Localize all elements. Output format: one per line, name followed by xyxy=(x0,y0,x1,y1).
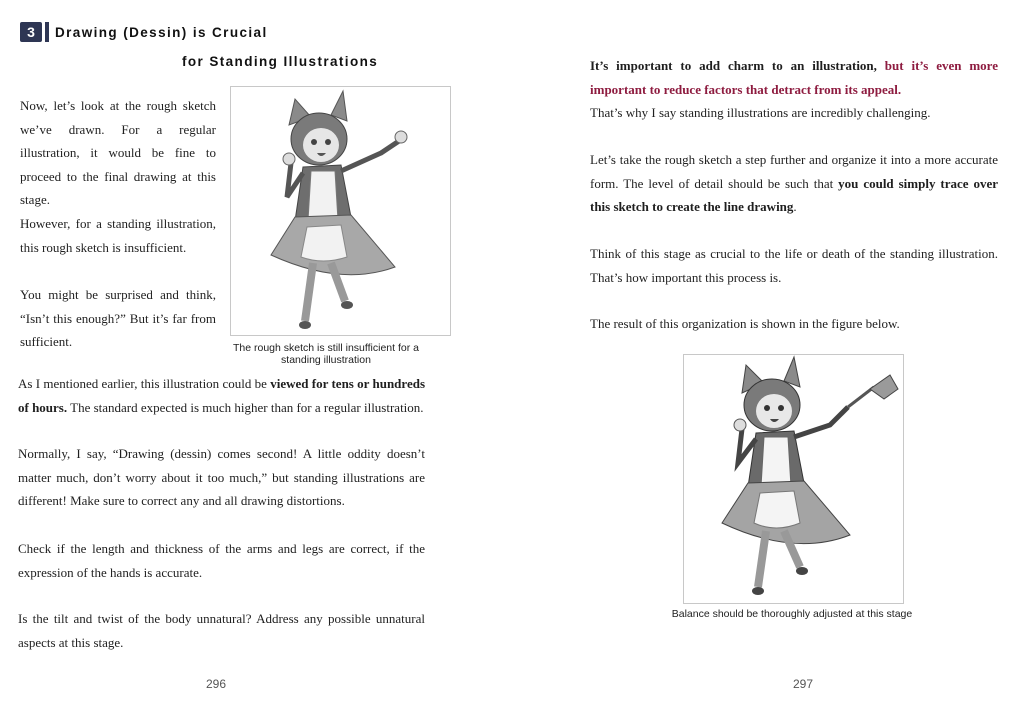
paragraph-r1-bold: It’s important to add charm to an illustration, xyxy=(590,58,885,73)
figure-refined-sketch xyxy=(683,354,904,604)
paragraph-4-text-end: The standard expected is much higher than for a regular illustration. xyxy=(67,399,424,415)
chapter-number-badge: 3 xyxy=(20,22,42,42)
paragraph-r1 xyxy=(590,54,998,125)
paragraph-5: Normally, I say, “Drawing (dessin) comes second! A little oddity doesn’t matter much, don’t worry about it too much,” but standing illustrations are different! Make sure to correct any and all drawing distortions. xyxy=(18,446,425,508)
paragraph-4 xyxy=(18,372,425,419)
paragraph-3: You might be surprised and think, “Isn’t this enough?” But it’s far from sufficient. xyxy=(20,287,216,349)
caption-line-2: standing illustration xyxy=(281,354,371,366)
paragraph-r2-end: . xyxy=(793,199,797,214)
rough-sketch-illustration-icon xyxy=(231,87,450,335)
paragraph-r4: The result of this organization is shown in the figure below. xyxy=(590,316,900,331)
paragraph-2: However, for a standing illustration, this rough sketch is insufficient. xyxy=(20,216,216,255)
paragraph-r2-text: Let’s take the rough sketch a step further and organize it into a more accurate form. The level of detail should be such that xyxy=(590,152,998,191)
caption-line-1: The rough sketch is still insufficient for a xyxy=(233,342,419,354)
paragraph-r3: Think of this stage as crucial to the life or death of the standing illustration. That’s how important this process is. xyxy=(590,246,998,285)
paragraph-1: Now, let’s look at the rough sketch we’ve drawn. For a regular illustration, it would be fine to proceed to the final drawing at this stage. xyxy=(20,98,216,207)
figure-rough-sketch xyxy=(230,86,451,336)
paragraph-r1-followup: That’s why I say standing illustrations are incredibly challenging. xyxy=(590,105,931,120)
paragraph-4-emphasis: viewed for tens or hundreds of hours. xyxy=(18,376,425,415)
figure-caption-left xyxy=(226,342,426,366)
right-page xyxy=(512,0,1024,712)
paragraph-r2 xyxy=(590,148,998,219)
chapter-heading xyxy=(20,22,268,42)
refined-sketch-illustration-icon xyxy=(684,355,903,603)
paragraph-r2-emphasis: you could simply trace over this sketch to create the line drawing xyxy=(590,175,998,214)
chapter-divider-bar xyxy=(45,22,49,42)
paragraph-r1-highlight: but it’s even more important to reduce factors that detract from its appeal. xyxy=(590,58,998,97)
heading-line-1: Drawing (Dessin) is Crucial xyxy=(55,24,268,40)
paragraph-7: Is the tilt and twist of the body unnatural? Address any possible unnatural aspects at this stage. xyxy=(18,611,425,650)
figure-caption-right: Balance should be thoroughly adjusted at this stage xyxy=(671,608,913,620)
paragraph-4-text: As I mentioned earlier, this illustration could be xyxy=(18,376,271,391)
heading-line-2: for Standing Illustrations xyxy=(182,54,379,69)
page-number-left: 296 xyxy=(205,677,227,691)
paragraph-6: Check if the length and thickness of the arms and legs are correct, if the expression of the hands is accurate. xyxy=(18,541,425,580)
page-number-right: 297 xyxy=(792,677,814,691)
